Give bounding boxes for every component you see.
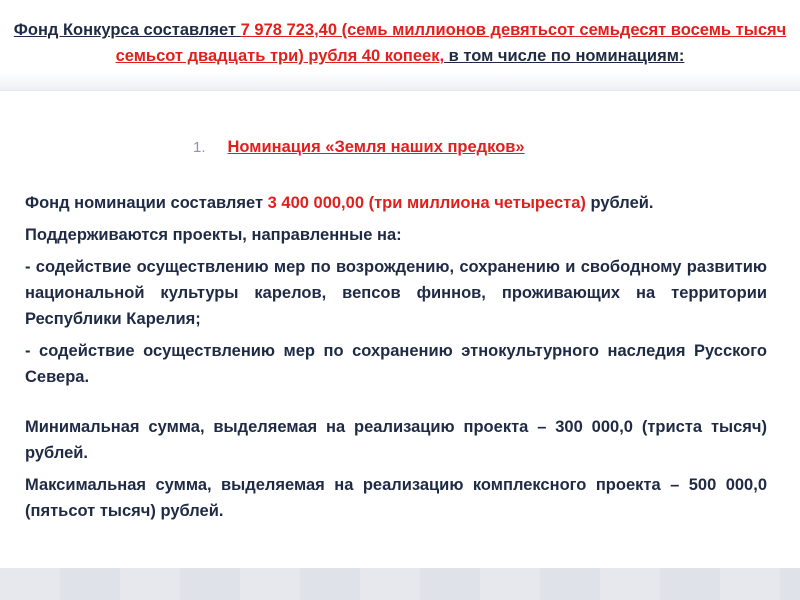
nomination-heading	[193, 138, 525, 157]
supported-item-1: - содействие осуществлению мер по возрождению, сохранению и свободному развитию национальной культуры карелов, вепсов финнов, проживающих на территории Республики Карелия;	[25, 258, 767, 328]
supported-projects-intro: Поддерживаются проекты, направленные на:	[25, 226, 402, 244]
nomination-title: Номинация «Земля наших предков»	[227, 138, 525, 156]
fund-heading	[8, 17, 792, 69]
supported-item-2: - содействие осуществлению мер по сохранению этнокультурного наследия Русского Севера.	[25, 342, 767, 386]
nomination-fund-amount: 3 400 000,00 (три миллиона четыреста)	[267, 194, 586, 212]
fund-total-amount: 7 978 723,40 (семь миллионов девятьсот семьдесят восемь тысяч семьсот двадцать три) рубля 40 копеек,	[115, 21, 787, 65]
minimum-amount: Минимальная сумма, выделяемая на реализацию проекта – 300 000,0 (триста тысяч) рублей.	[25, 418, 767, 462]
nomination-body	[25, 190, 767, 530]
fund-heading-suffix: в том числе по номинациям:	[444, 47, 685, 65]
header-band	[0, 0, 800, 91]
nomination-fund	[25, 190, 767, 216]
footer-band	[0, 568, 800, 600]
maximum-amount: Максимальная сумма, выделяемая на реализацию комплексного проекта – 500 000,0 (пятьсот тысяч) рублей.	[25, 476, 767, 520]
fund-heading-prefix: Фонд Конкурса составляет	[13, 21, 241, 39]
nomination-fund-prefix: Фонд номинации составляет	[25, 194, 268, 212]
nomination-number: 1.	[193, 139, 206, 156]
nomination-fund-suffix: рублей.	[585, 194, 654, 212]
